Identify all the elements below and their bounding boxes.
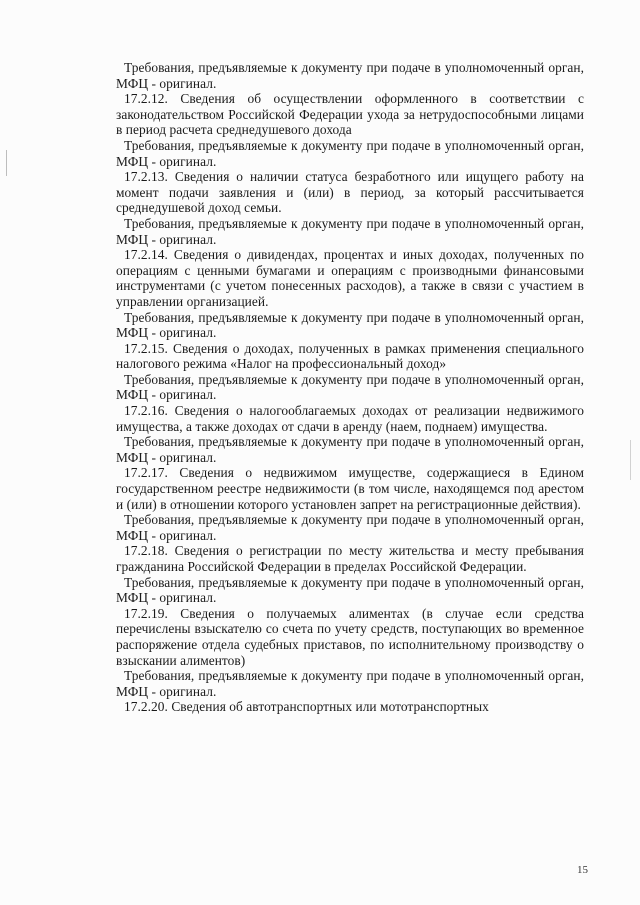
requirement-paragraph: Требования, предъявляемые к документу при подаче в уполномоченный орган, МФЦ - оригинал. <box>116 574 584 606</box>
scan-artifact <box>630 440 631 480</box>
item-paragraph-17-2-16: 17.2.16. Сведения о налогооблагаемых доходах от реализации недвижимого имущества, а также доходах от сдачи в аренду (наем, поднаем) имущества. <box>116 403 584 434</box>
scan-artifact <box>6 150 7 176</box>
requirement-paragraph: Требования, предъявляемые к документу при подаче в уполномоченный орган, МФЦ - оригинал. <box>116 512 584 543</box>
item-paragraph-17-2-13: 17.2.13. Сведения о наличии статуса безработного или ищущего работу на момент подачи заявления и (или) в период, за который рассчитывается среднедушевой доход семьи. <box>116 169 584 216</box>
item-paragraph-17-2-20: 17.2.20. Сведения об автотранспортных или мототранспортных <box>124 699 489 715</box>
item-paragraph-17-2-17: 17.2.17. Сведения о недвижимом имуществе, содержащиеся в Едином государственном реестре недвижимости (в том числе, находящемся под арестом и (или) в отношении которого установлен запрет на регистрационные действия). <box>116 465 584 512</box>
requirement-paragraph: Требования, предъявляемые к документу при подаче в уполномоченный орган, МФЦ - оригинал. <box>116 60 584 91</box>
item-paragraph-17-2-14: 17.2.14. Сведения о дивидендах, процентах и иных доходах, полученных по операциям с ценными бумагами и операциям с производными финансовыми инструментами (с учетом понесенных расходов), а также в связи с участием в управлении организацией. <box>116 247 584 309</box>
requirement-paragraph: Требования, предъявляемые к документу при подаче в уполномоченный орган, МФЦ - оригинал. <box>116 434 584 465</box>
requirement-paragraph: Требования, предъявляемые к документу при подаче в уполномоченный орган, МФЦ - оригинал. <box>116 215 584 247</box>
item-paragraph-17-2-18: 17.2.18. Сведения о регистрации по месту жительства и месту пребывания гражданина Российской Федерации в пределах Российской Федерации. <box>116 543 584 574</box>
document-body <box>116 60 584 715</box>
item-paragraph-17-2-15: 17.2.15. Сведения о доходах, полученных в рамках применения специального налогового режима «Налог на профессиональный доход» <box>116 340 584 372</box>
page-number: 15 <box>577 864 588 876</box>
requirement-paragraph: Требования, предъявляемые к документу при подаче в уполномоченный орган, МФЦ - оригинал. <box>116 371 584 403</box>
item-paragraph-17-2-12: 17.2.12. Сведения об осуществлении оформленного в соответствии с законодательством Российской Федерации ухода за нетрудоспособными лицами в период расчета среднедушевого дохода <box>116 91 584 138</box>
requirement-paragraph: Требования, предъявляемые к документу при подаче в уполномоченный орган, МФЦ - оригинал. <box>116 137 584 169</box>
requirement-paragraph: Требования, предъявляемые к документу при подаче в уполномоченный орган, МФЦ - оригинал. <box>116 668 584 699</box>
requirement-paragraph: Требования, предъявляемые к документу при подаче в уполномоченный орган, МФЦ - оригинал. <box>116 309 584 341</box>
item-paragraph-17-2-19: 17.2.19. Сведения о получаемых алиментах (в случае если средства перечислены взыскателю со счета по учету средств, поступающих во временное распоряжение отдела судебных приставов, по исполнительному производству о взыскании алиментов) <box>116 605 584 668</box>
